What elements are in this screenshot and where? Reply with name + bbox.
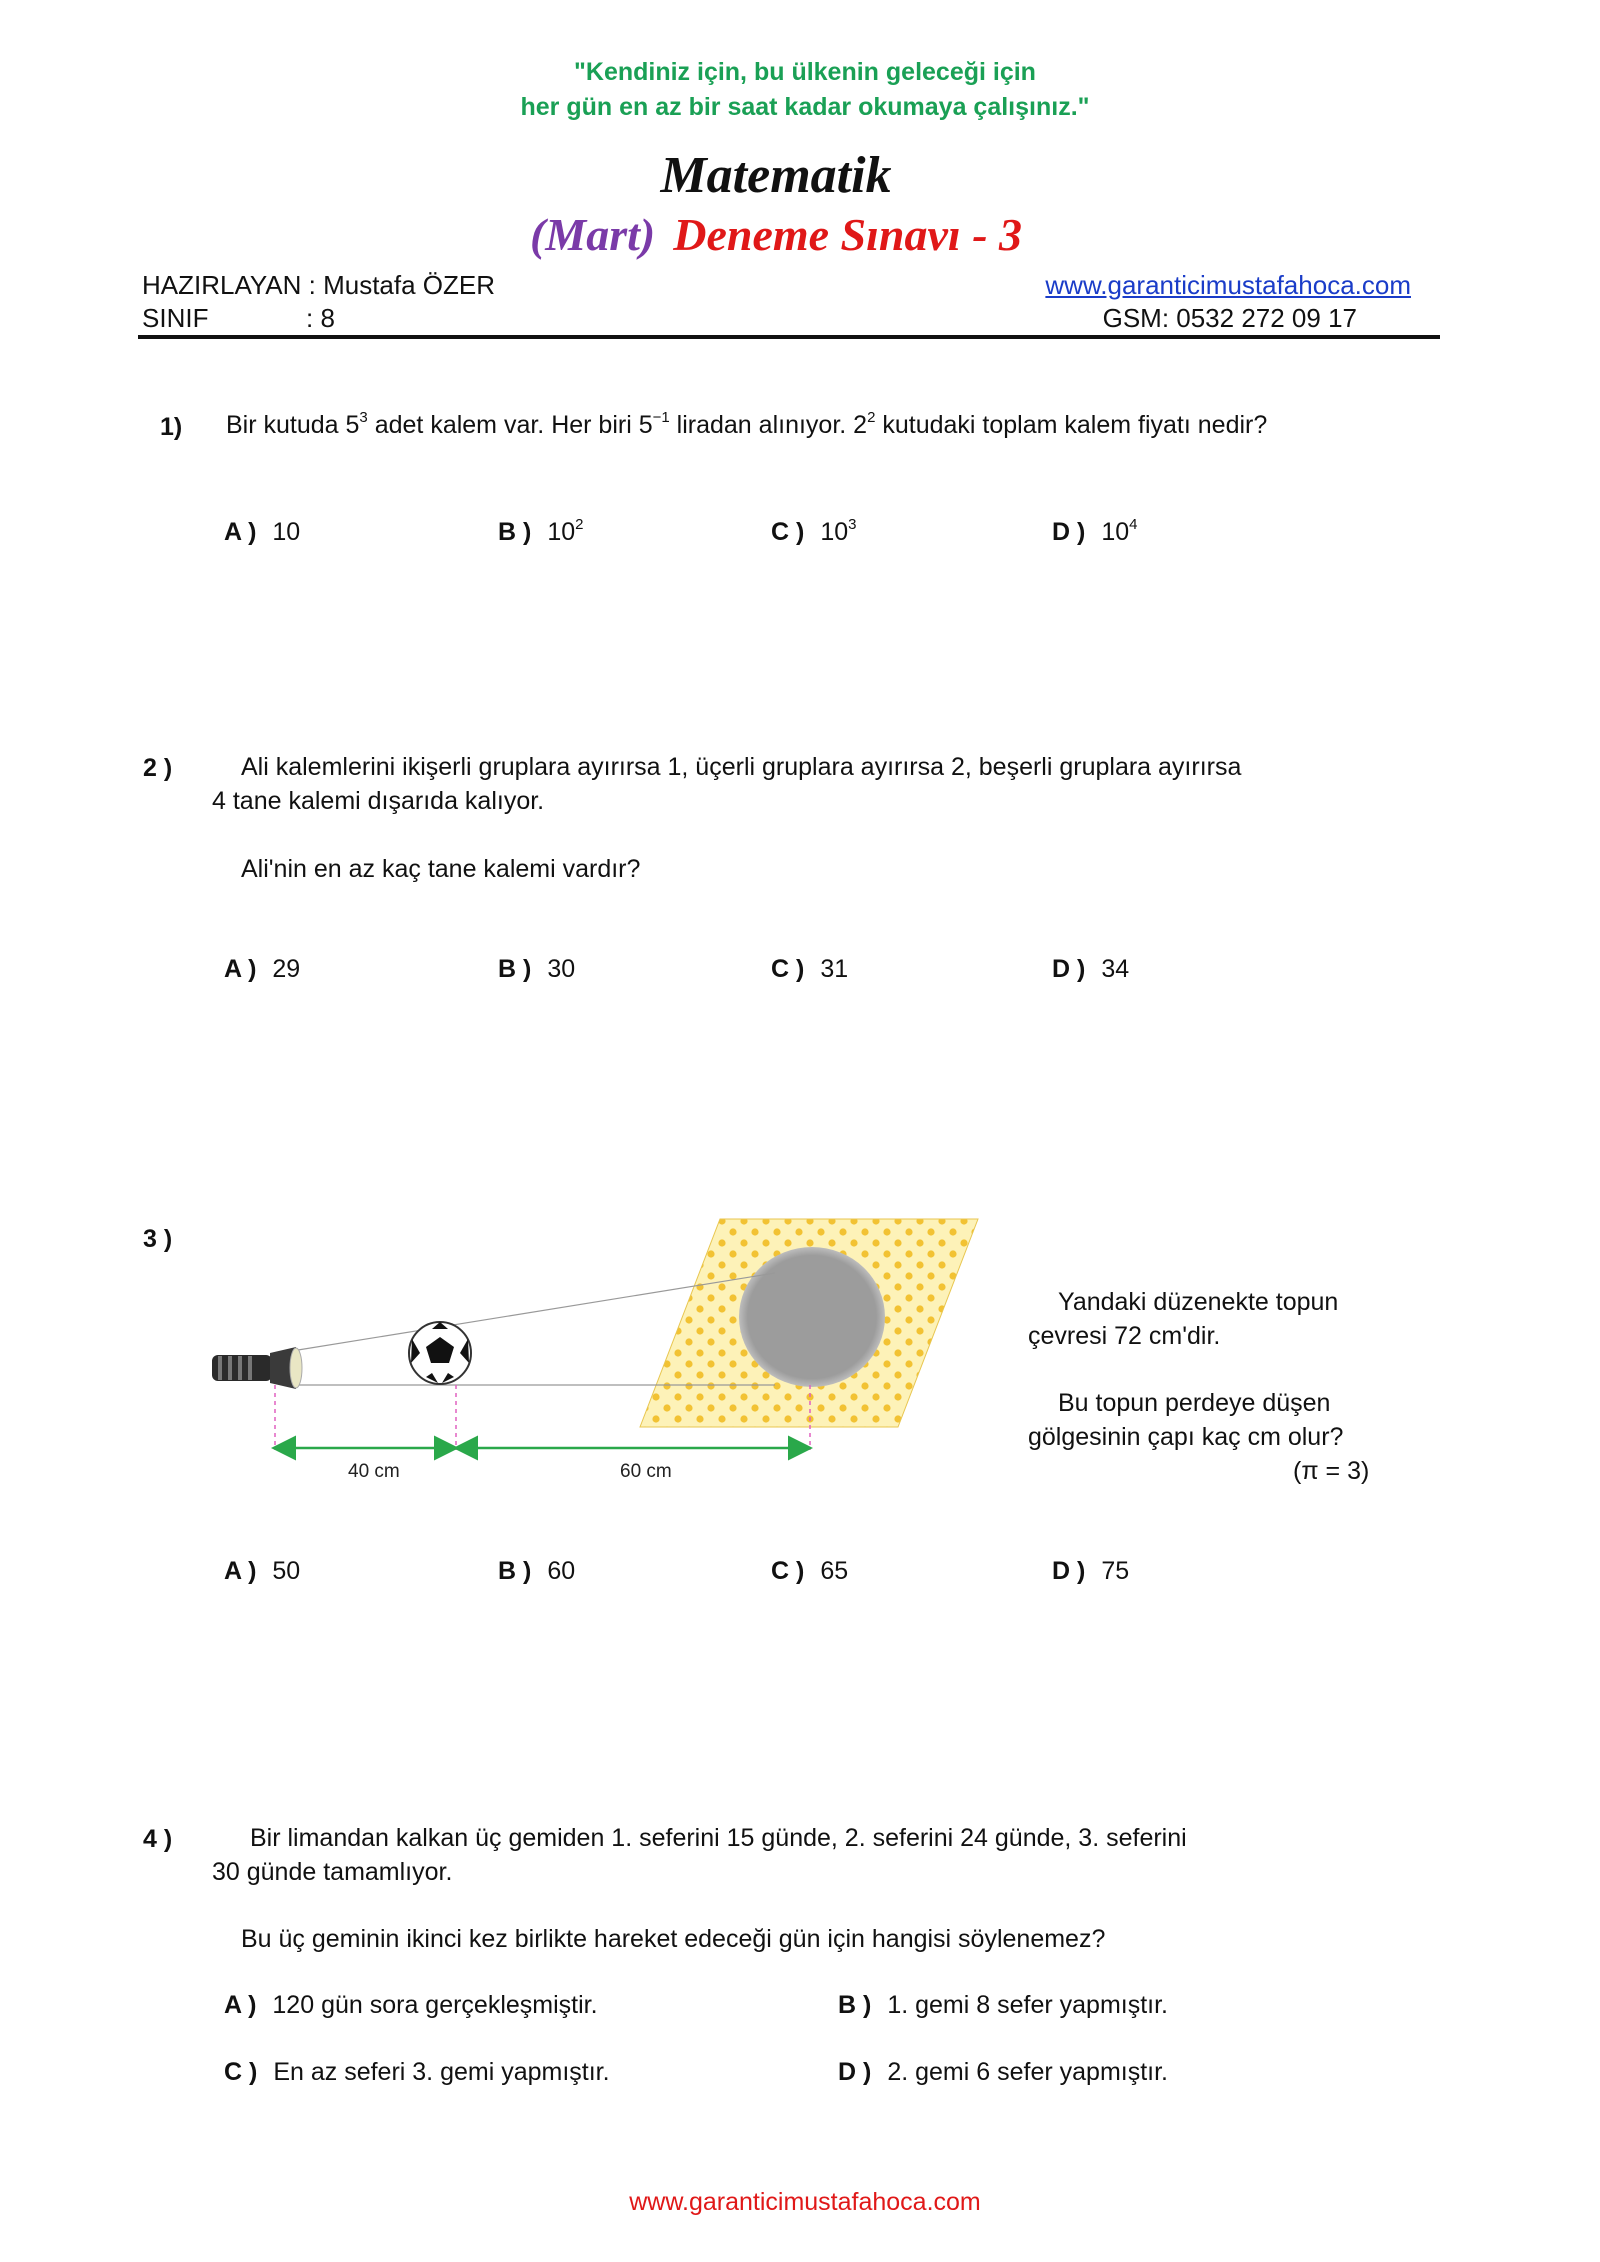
- question-4-line1: Bir limandan kalkan üç gemiden 1. seferini 15 günde, 2. seferini 24 günde, 3. seferini: [250, 1824, 1187, 1852]
- question-2-prompt: Ali'nin en az kaç tane kalemi vardır?: [241, 855, 641, 883]
- question-2-line1: Ali kalemlerini ikişerli gruplara ayırırsa 1, üçerli gruplara ayırırsa 2, beşerli gruplara ayırırsa: [241, 753, 1242, 781]
- question-1-option-d[interactable]: D ) $10^4$: [1052, 516, 1138, 546]
- soccer-ball-icon: [409, 1322, 471, 1384]
- question-2-option-d[interactable]: D ) 34: [1052, 955, 1130, 983]
- distance-label-1: 40 cm: [348, 1461, 400, 1482]
- question-1-text: Bir kutuda $5^3$ adet kalem var. Her biri $5^{-1}$ liradan alınıyor. $2^2$ kutudaki toplam kalem fiyatı nedir?: [226, 409, 1268, 439]
- question-1-option-b[interactable]: B ) $10^2$: [498, 516, 584, 546]
- question-2-number: 2 ): [143, 754, 173, 782]
- question-2-option-b[interactable]: B ) 30: [498, 955, 576, 983]
- question-1-option-c[interactable]: C ) $10^3$: [771, 516, 857, 546]
- question-4-option-c[interactable]: C ) En az seferi 3. gemi yapmıştır.: [224, 2058, 610, 2086]
- question-4-number: 4 ): [143, 1825, 173, 1853]
- question-3-side-line5: (π = 3): [1293, 1457, 1370, 1485]
- exam-name: Deneme Sınavı - 3: [673, 209, 1023, 260]
- header-divider: [138, 335, 1440, 339]
- question-1-option-a[interactable]: A ) 10: [224, 518, 301, 546]
- question-1-number: 1): [160, 413, 183, 441]
- class-label: SINIF: [142, 303, 209, 333]
- distance-label-2: 60 cm: [620, 1461, 672, 1482]
- question-4-option-b[interactable]: B ) 1. gemi 8 sefer yapmıştır.: [838, 1991, 1168, 2019]
- question-4-prompt: Bu üç geminin ikinci kez birlikte hareket edeceği gün için hangisi söylenemez?: [241, 1925, 1106, 1953]
- footer-website[interactable]: www.garanticimustafahoca.com: [629, 2188, 981, 2216]
- question-4-line2: 30 günde tamamlıyor.: [212, 1858, 453, 1886]
- prepared-by: HAZIRLAYAN : Mustafa ÖZER: [142, 270, 496, 300]
- question-4-option-a[interactable]: A ) 120 gün sora gerçekleşmiştir.: [224, 1991, 598, 2019]
- exam-month: (Mart): [529, 209, 656, 260]
- question-2-option-c[interactable]: C ) 31: [771, 955, 849, 983]
- page-title: Matematik: [660, 147, 892, 204]
- exam-subtitle: [0, 208, 1552, 261]
- question-3-option-a[interactable]: A ) 50: [224, 1557, 301, 1585]
- website-link[interactable]: www.garanticimustafahoca.com: [1045, 270, 1411, 300]
- question-3-option-b[interactable]: B ) 60: [498, 1557, 576, 1585]
- question-2-line2: 4 tane kalemi dışarıda kalıyor.: [212, 787, 545, 815]
- question-3-option-d[interactable]: D ) 75: [1052, 1557, 1130, 1585]
- question-4-option-d[interactable]: D ) 2. gemi 6 sefer yapmıştır.: [838, 2058, 1168, 2086]
- class-value: : 8: [306, 303, 335, 333]
- question-3-side-line2: çevresi 72 cm'dir.: [1028, 1322, 1221, 1350]
- question-3-side-line3: Bu topun perdeye düşen: [1058, 1389, 1331, 1417]
- gsm-number: GSM: 0532 272 09 17: [1102, 303, 1357, 333]
- motivation-quote-line2: her gün en az bir saat kadar okumaya çalışınız.": [520, 93, 1090, 121]
- question-2-option-a[interactable]: A ) 29: [224, 955, 301, 983]
- question-3-side-line4: gölgesinin çapı kaç cm olur?: [1028, 1423, 1344, 1451]
- ball-shadow: [739, 1247, 885, 1387]
- question-3-number: 3 ): [143, 1225, 173, 1253]
- question-3-side-line1: Yandaki düzenekte topun: [1058, 1288, 1339, 1316]
- flashlight-icon: [212, 1347, 302, 1389]
- question-3-option-c[interactable]: C ) 65: [771, 1557, 849, 1585]
- motivation-quote-line1: "Kendiniz için, bu ülkenin geleceği için: [574, 58, 1036, 86]
- shadow-figure: [200, 1205, 1000, 1505]
